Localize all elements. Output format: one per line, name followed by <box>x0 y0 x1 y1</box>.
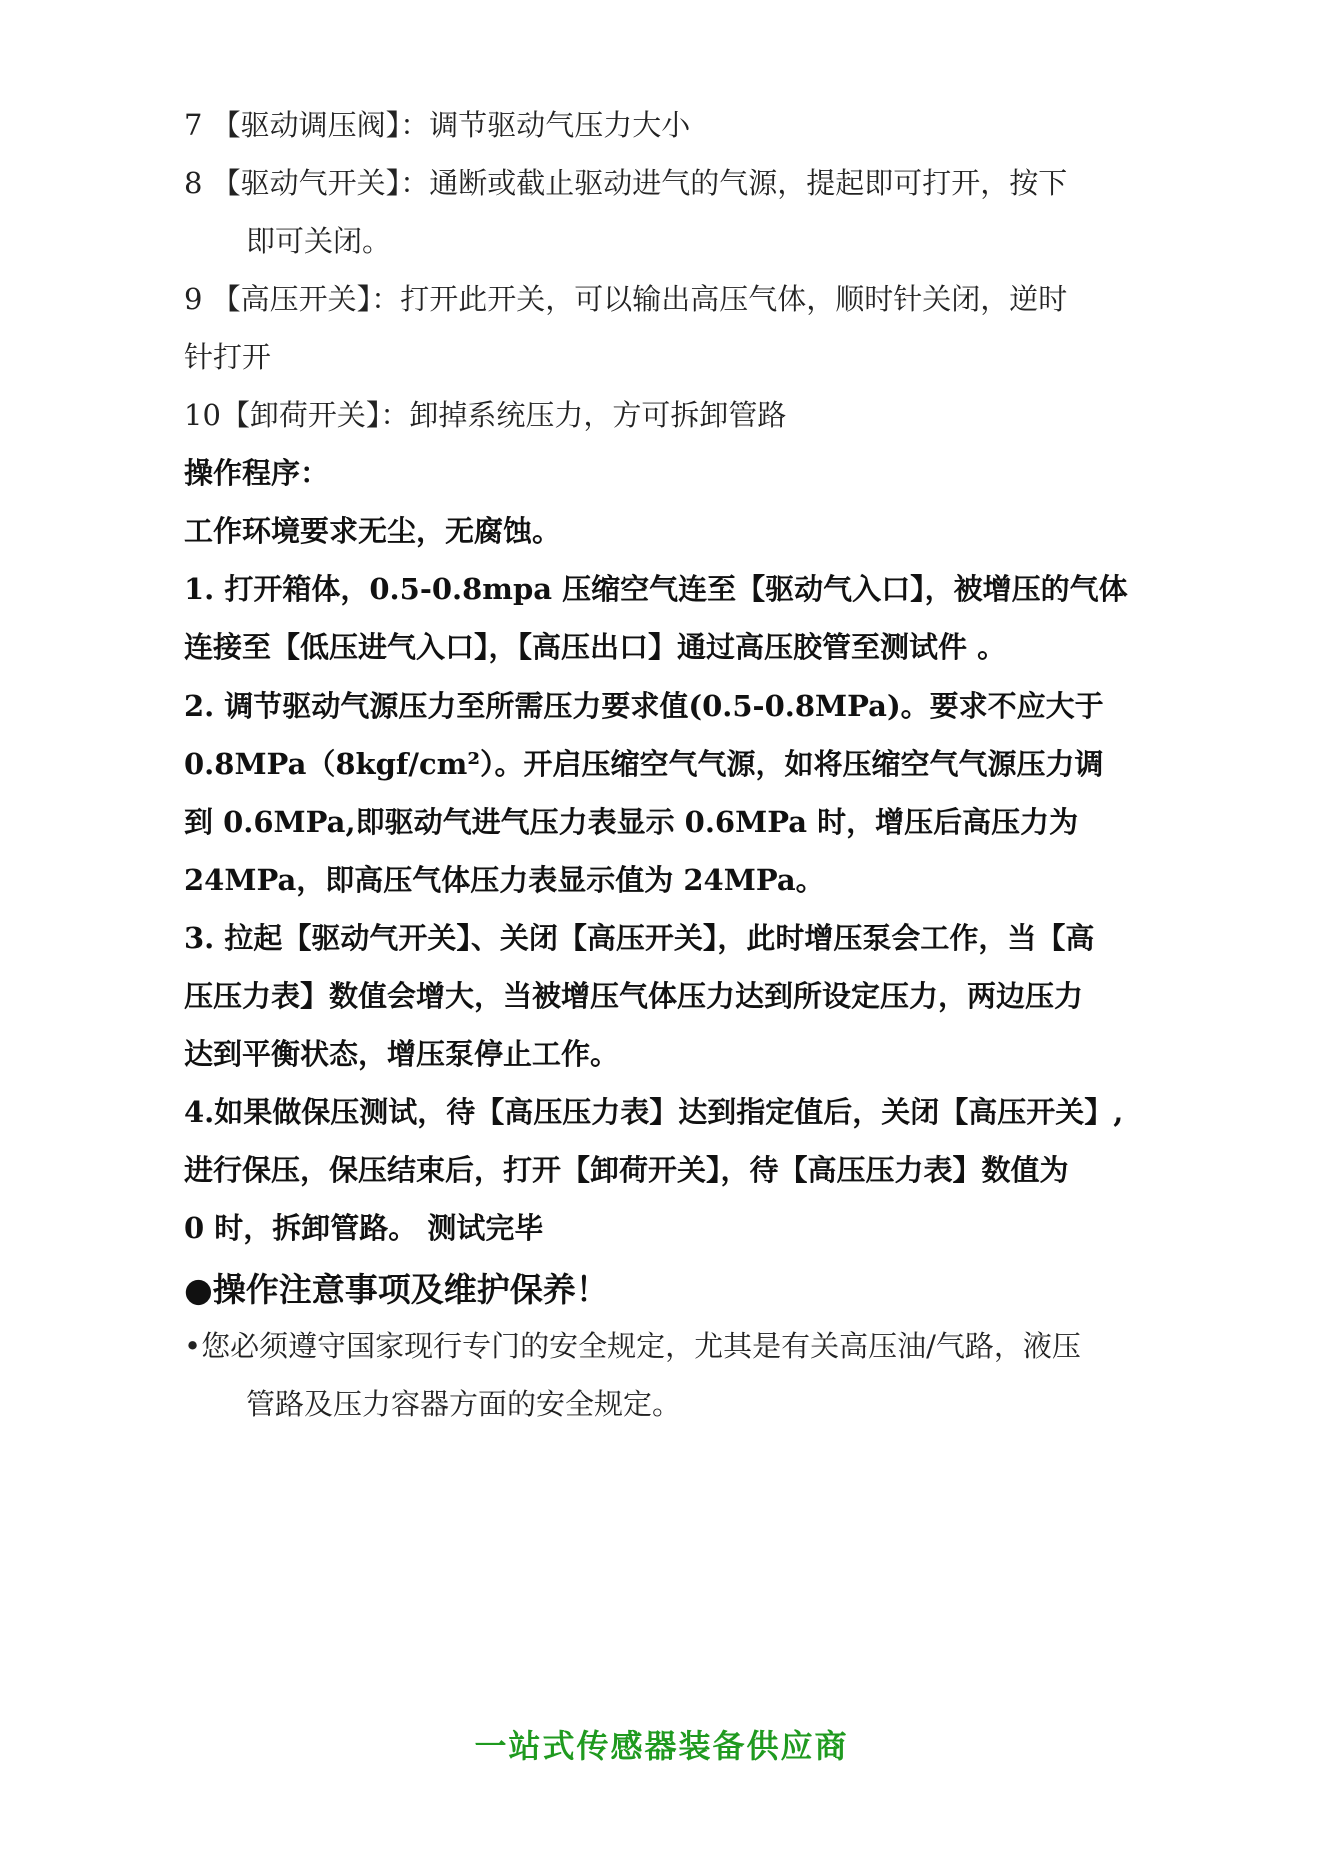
item-10 <box>184 395 786 435</box>
step-4-line-1: 4.如果做保压测试，待【高压压力表】达到指定值后，关闭【高压开关】, <box>184 1095 1124 1129</box>
item-9 <box>184 279 1067 319</box>
item-description: ：通断或截止驱动进气的气源，提起即可打开，按下 <box>400 166 1068 200</box>
item-8-continuation: 即可关闭。 <box>246 224 392 258</box>
item-9-continuation: 针打开 <box>184 340 272 374</box>
item-number: 8 <box>184 166 203 200</box>
step-2-line-3: 到 0.6MPa,即驱动气进气压力表显示 0.6MPa 时，增压后高压力为 <box>184 805 1079 839</box>
notes-bullet-line-2: 管路及压力容器方面的安全规定。 <box>246 1387 682 1421</box>
step-3-line-2: 压压力表】数值会增大，当被增压气体压力达到所设定压力，两边压力 <box>184 979 1084 1013</box>
item-description: ：打开此开关，可以输出高压气体，顺时针关闭，逆时 <box>371 282 1068 316</box>
item-label: 【卸荷开关】 <box>220 398 381 432</box>
item-number: 10 <box>184 398 221 432</box>
step-2-line-2: 0.8MPa（8kgf/cm²）。开启压缩空气气源，如将压缩空气气源压力调 <box>184 747 1104 781</box>
step-2-line-1: 2. 调节驱动气源压力至所需压力要求值(0.5-0.8MPa)。要求不应大于 <box>184 689 1104 723</box>
item-label: 【高压开关】 <box>211 282 372 316</box>
step-4-line-2: 进行保压，保压结束后，打开【卸荷开关】，待【高压压力表】数值为 <box>184 1153 1069 1187</box>
step-1-line-1: 1. 打开箱体，0.5-0.8mpa 压缩空气连至【驱动气入口】，被增压的气体 <box>184 572 1128 606</box>
step-3-line-1: 3. 拉起【驱动气开关】、关闭【高压开关】，此时增压泵会工作，当【高 <box>184 921 1095 955</box>
item-label: 【驱动调压阀】 <box>211 108 401 142</box>
step-2-line-4: 24MPa，即高压气体压力表显示值为 24MPa。 <box>184 863 825 897</box>
notes-heading: ●操作注意事项及维护保养！ <box>184 1270 609 1309</box>
item-number: 9 <box>184 282 203 316</box>
step-3-line-3: 达到平衡状态，增压泵停止工作。 <box>184 1037 620 1071</box>
item-8 <box>184 163 1067 203</box>
item-description: ：调节驱动气压力大小 <box>400 108 691 142</box>
item-number: 7 <box>184 108 203 142</box>
item-description: ：卸掉系统压力，方可拆卸管路 <box>380 398 787 432</box>
item-label: 【驱动气开关】 <box>211 166 401 200</box>
footer-slogan: 一站式传感器装备供应商 <box>474 1727 849 1765</box>
step-4-line-3: 0 时，拆卸管路。 测试完毕 <box>184 1211 544 1245</box>
notes-bullet-line-1: •您必须遵守国家现行专门的安全规定，尤其是有关高压油/气路，液压 <box>184 1329 1081 1363</box>
procedure-title: 操作程序： <box>184 456 330 490</box>
item-7 <box>184 105 690 145</box>
step-1-line-2: 连接至【低压进气入口】，【高压出口】通过高压胶管至测试件 。 <box>184 630 1007 664</box>
environment-requirement: 工作环境要求无尘，无腐蚀。 <box>184 514 562 548</box>
